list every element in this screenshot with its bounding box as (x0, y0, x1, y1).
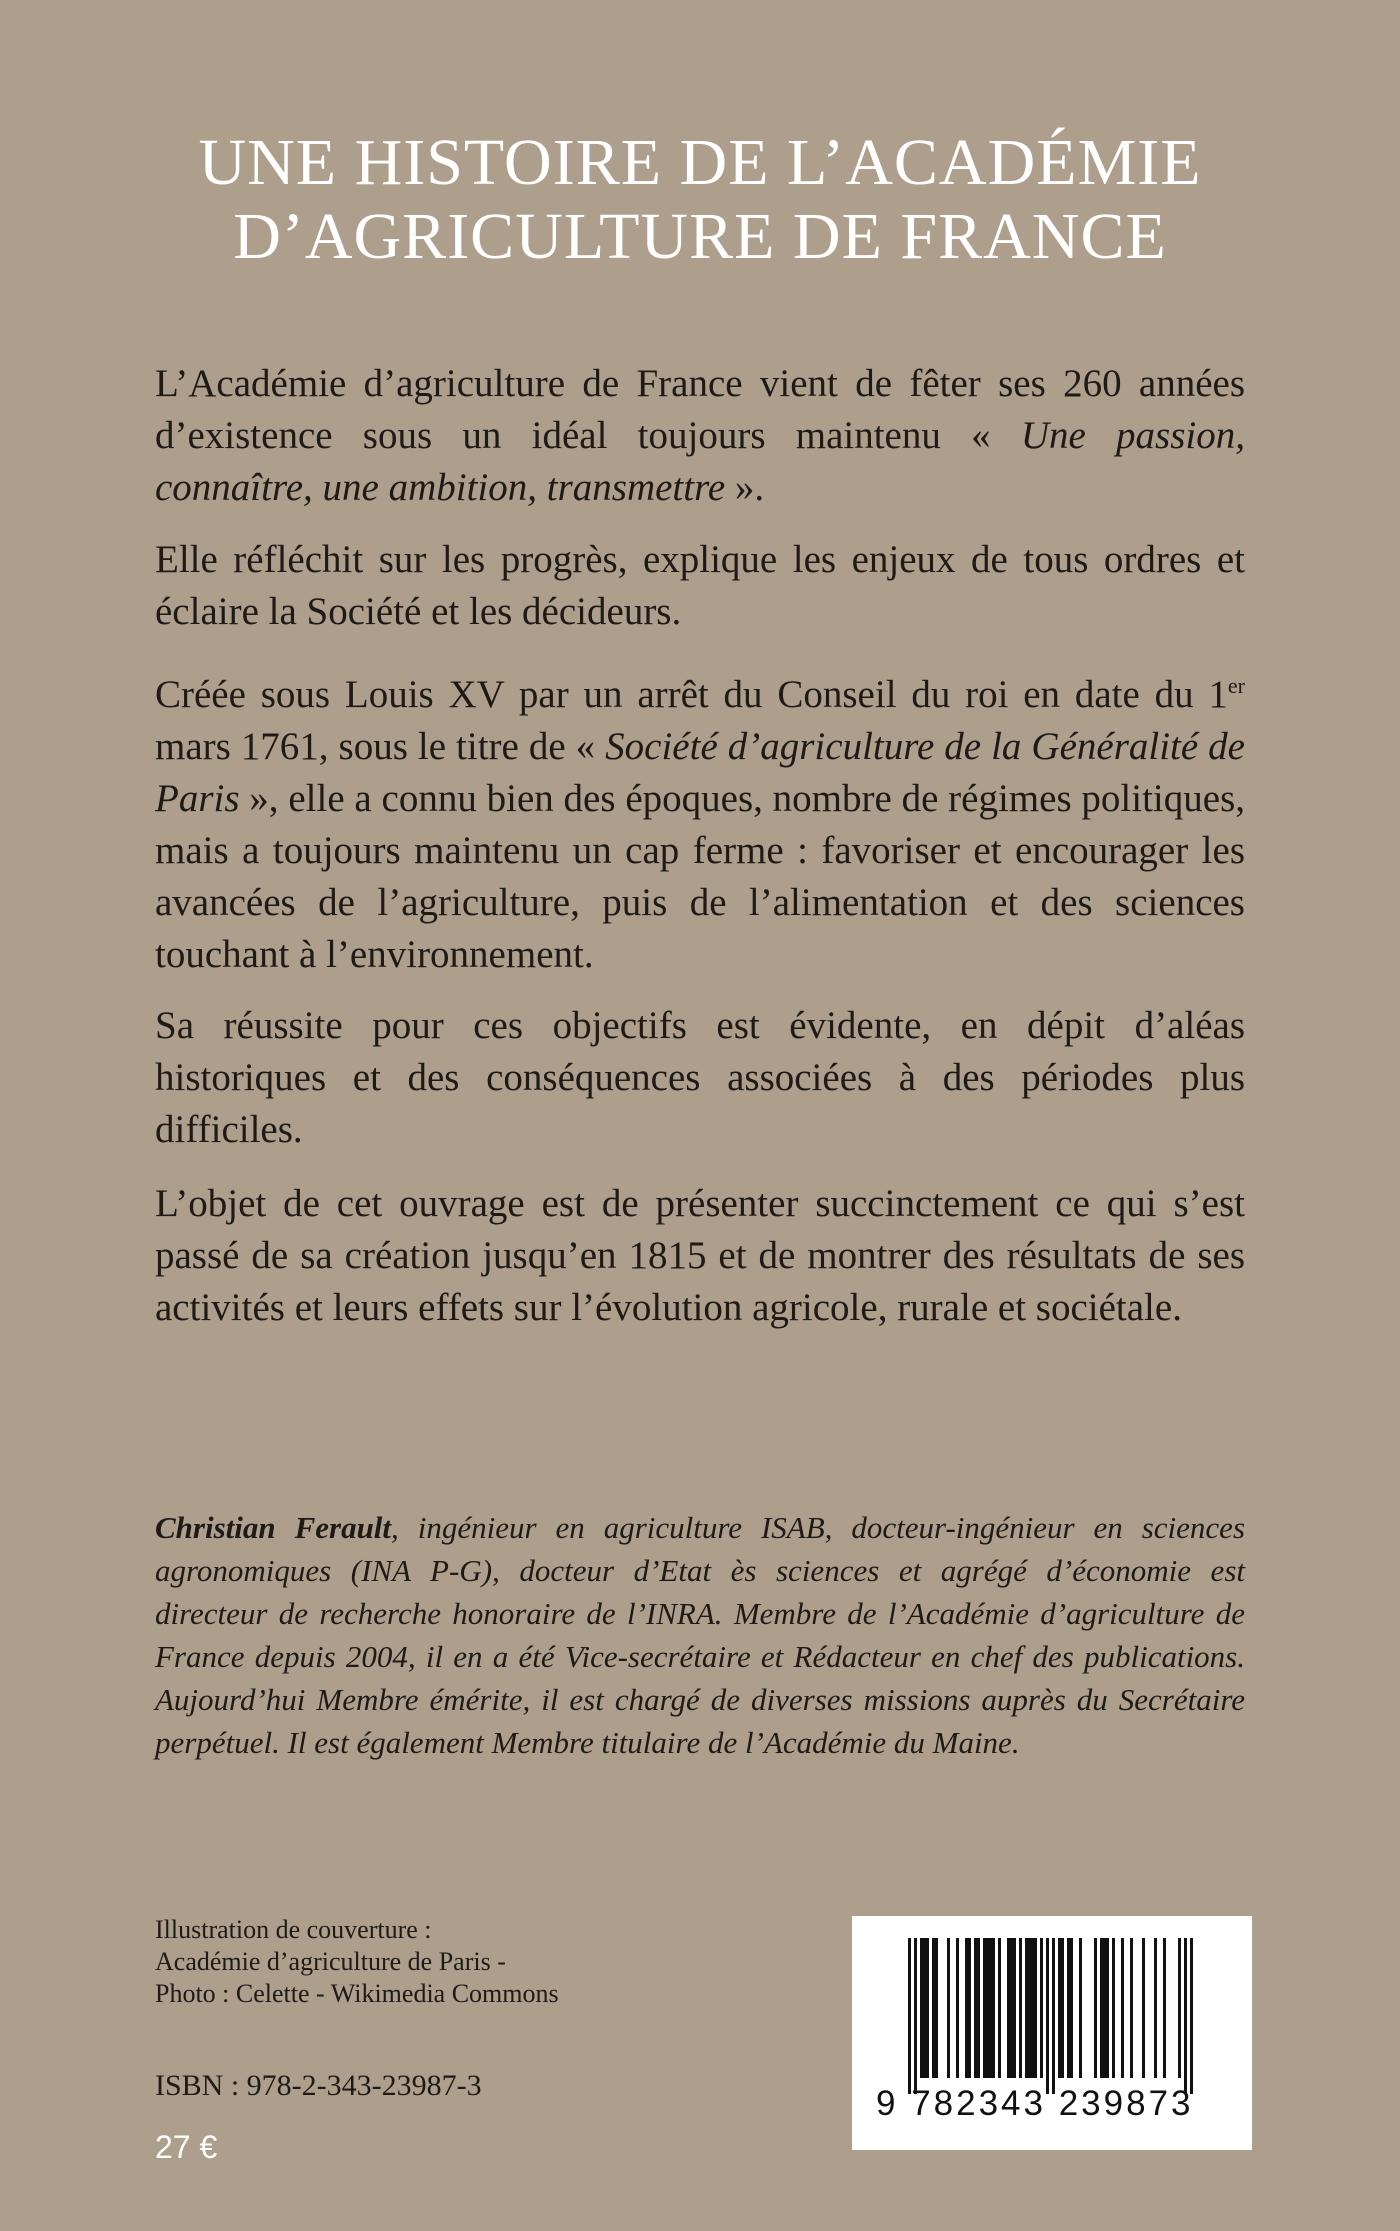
barcode-bar (1040, 1938, 1043, 2078)
author-bio (155, 1506, 1245, 1764)
barcode-bar (1163, 1938, 1166, 2078)
paragraph-1 (155, 358, 1245, 514)
barcode-bar (1130, 1938, 1133, 2078)
barcode-bar (1070, 1938, 1073, 2078)
barcode-bar (956, 1938, 959, 2078)
paragraph-3-superscript: er (1227, 673, 1245, 698)
barcode (852, 1916, 1252, 2150)
paragraph-2: Elle réfléchit sur les progrès, explique les enjeux de tous ordres et éclaire la Société et les décideurs. (155, 538, 1245, 633)
paragraph-1-text-a: L’Académie d’agriculture de France vient de fêter ses 260 années d’existence sous un idéal toujours maintenu « (155, 362, 1245, 457)
barcode-bar (1067, 1938, 1070, 2078)
barcode-bar (1112, 1938, 1115, 2078)
barcode-bar (914, 1938, 917, 2094)
barcode-bar (935, 1938, 938, 2078)
book-title-line-1: UNE HISTOIRE DE L’ACADÉMIE (198, 126, 1202, 199)
barcode-bar (1031, 1938, 1034, 2078)
cover-credits (155, 1914, 559, 2010)
barcode-bar (1061, 1938, 1064, 2078)
paragraph-3-text-b: mars 1761, sous le titre de « (155, 725, 606, 768)
barcode-bar (1007, 1938, 1010, 2078)
barcode-digits: 9 782343 239873 (876, 2084, 1194, 2123)
barcode-bar (1034, 1938, 1037, 2078)
paragraph-3-text-a: Créée sous Louis XV par un arrêt du Conseil du roi en date du 1 (155, 673, 1228, 716)
barcode-bar (1058, 1938, 1061, 2078)
barcode-bar (920, 1938, 923, 2078)
paragraph-5: L’objet de cet ouvrage est de présenter succinctement ce qui s’est passé de sa création jusqu’en 1815 et de montrer des résultats de ses activités et leurs effets sur l’évolution agricole, rurale et sociétale. (155, 1182, 1245, 1329)
author-bio-text: , ingénieur en agriculture ISAB, docteur-ingénieur en sciences agronomiques (INA P-G), docteur d’Etat ès sciences et agrégé d’économie est directeur de recherche honoraire de l’INRA. Membre de l’Académie d’agriculture de France depuis 2004, il en a été Vice-secrétaire et Rédacteur en chef des publications. Aujourd’hui Membre émérite, il est chargé de diverses missions auprès du Secrétaire perpétuel. Il est également Membre titulaire de l’Académie du Maine. (155, 1510, 1246, 1760)
barcode-bar (923, 1938, 926, 2078)
barcode-bar (1028, 1938, 1031, 2078)
paragraph-4: Sa réussite pour ces objectifs est évidente, en dépit d’aléas historiques et des conséquences associées à des périodes plus difficiles. (155, 1004, 1245, 1151)
barcode-bar (1154, 1938, 1157, 2078)
barcode-bar (992, 1938, 995, 2078)
barcode-bar (1184, 1938, 1187, 2094)
barcode-bar (1025, 1938, 1028, 2078)
barcode-bar (974, 1938, 977, 2078)
credits-line-3: Photo : Celette - Wikimedia Commons (155, 1979, 559, 2008)
barcode-bar (1142, 1938, 1145, 2078)
barcode-bar (1052, 1938, 1055, 2094)
paragraph-3 (155, 660, 1245, 981)
barcode-bar (1103, 1938, 1106, 2078)
barcode-bar (986, 1938, 989, 2078)
barcode-bar (1100, 1938, 1103, 2078)
barcode-bar (983, 1938, 986, 2078)
isbn: ISBN : 978-2-343-23987-3 (155, 2069, 482, 2102)
barcode-bar (1178, 1938, 1181, 2078)
price: 27 € (155, 2129, 218, 2165)
barcode-bar (1106, 1938, 1109, 2078)
paragraph-1-quote: Une passion, connaître, une ambition, transmettre (155, 414, 1245, 509)
credits-line-1: Illustration de couverture : (155, 1915, 432, 1944)
barcode-bar (1079, 1938, 1082, 2078)
barcode-bar (977, 1938, 980, 2078)
barcode-bar (1013, 1938, 1016, 2078)
author-name: Christian Ferault (155, 1510, 392, 1545)
barcode-bar (968, 1938, 971, 2078)
barcode-bar (1190, 1938, 1193, 2094)
book-title-line-2: D’AGRICULTURE DE FRANCE (233, 200, 1167, 273)
barcode-bar (908, 1938, 911, 2094)
barcode-bar (1019, 1938, 1022, 2078)
barcode-bar (1094, 1938, 1097, 2078)
barcode-bar (932, 1938, 935, 2078)
paragraph-1-text-b: ». (725, 466, 765, 509)
barcode-bar (1010, 1938, 1013, 2078)
barcode-bar (1121, 1938, 1124, 2078)
credits-line-2: Académie d’agriculture de Paris - (155, 1947, 506, 1976)
barcode-bar (1046, 1938, 1049, 2094)
barcode-bar (947, 1938, 950, 2078)
paragraph-3-quote: Société d’agriculture de la Généralité de Paris (155, 725, 1245, 820)
barcode-bar (926, 1938, 929, 2078)
paragraph-3-text-c: », elle a connu bien des époques, nombre de régimes politiques, mais a toujours maintenu un cap ferme : favoriser et encourager les avancées de l’agriculture, puis de l’alimentation et des sciences touchant à l’environnement. (155, 777, 1245, 976)
barcode-bar (989, 1938, 992, 2078)
barcode-bar (998, 1938, 1001, 2078)
barcode-bar (965, 1938, 968, 2078)
